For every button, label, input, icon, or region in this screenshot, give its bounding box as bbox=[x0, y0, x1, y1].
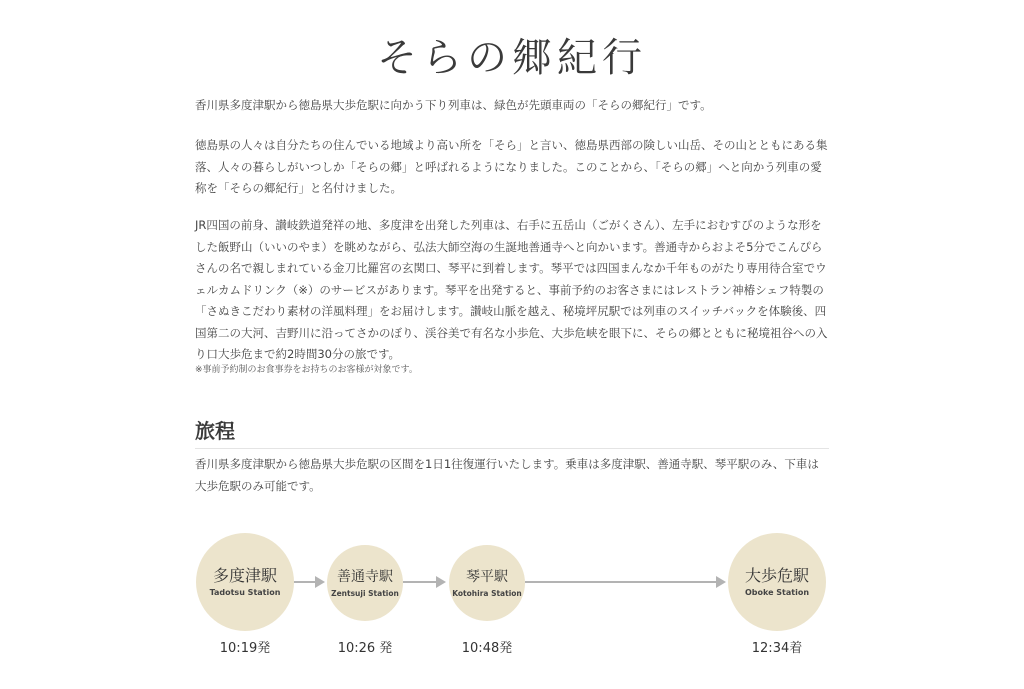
departure-time-zentsuji: 10:26 発 bbox=[337, 641, 393, 656]
route-arrow bbox=[403, 581, 444, 583]
page-title: そらの郷紀行 bbox=[377, 35, 647, 81]
departure-time-kotohira: 10:48発 bbox=[461, 641, 513, 656]
station-name-en: Tadotsu Station bbox=[209, 588, 281, 597]
station-name-en: Zentsuji Station bbox=[331, 589, 399, 598]
route-arrow bbox=[294, 581, 323, 583]
footnote: ※事前予約制のお食事券をお持ちのお客様が対象です。 bbox=[195, 365, 418, 375]
itinerary-paragraph: 香川県多度津駅から徳島県大歩危駅の区間を1日1往復運行いたします。乗車は多度津駅、善通寺駅、琴平駅のみ、下車は大歩危駅のみ可能です。 bbox=[195, 457, 819, 493]
arrival-time-oboke: 12:34着 bbox=[751, 641, 803, 656]
station-name-jp: 多度津駅 bbox=[212, 566, 277, 585]
departure-time-tadotsu: 10:19発 bbox=[219, 641, 271, 656]
station-name-en: Oboke Station bbox=[744, 588, 810, 597]
station-oboke bbox=[728, 533, 826, 631]
station-name-jp: 善通寺駅 bbox=[337, 569, 393, 585]
name-origin-paragraph: 徳島県の人々は自分たちの住んでいる地域より高い所を「そら」と言い、徳島県西部の険しい山岳、その山とともにある集落、人々の暮らしがいつしか「そらの郷」と呼ばれるようになりました。このことから、「そらの郷」へと向かう列車の愛称を「そらの郷紀行」と名付けました。 bbox=[195, 138, 828, 195]
station-tadotsu bbox=[196, 533, 294, 631]
station-name-jp: 琴平駅 bbox=[466, 569, 508, 585]
itinerary-heading: 旅程 bbox=[195, 418, 829, 449]
station-kotohira bbox=[449, 545, 525, 621]
station-name-en: Kotohira Station bbox=[452, 589, 522, 598]
station-name-jp: 大歩危駅 bbox=[744, 566, 809, 585]
intro-paragraph: 香川県多度津駅から徳島県大歩危駅に向かう下り列車は、緑色が先頭車両の「そらの郷紀行」です。 bbox=[195, 98, 712, 112]
route-description-paragraph: JR四国の前身、讃岐鉄道発祥の地、多度津を出発した列車は、右手に五岳山（ごがくさん）、左手におむすびのような形をした飯野山（いいのやま）を眺めながら、弘法大師空海の生誕地善通寺へと向かいます。善通寺からおよそ5分でこんぴらさんの名で親しまれている金刀比羅宮の玄関口、琴平に到着します。琴平では四国まんなか千年ものがたり専用待合室でウェルカムドリンク（※）のサービスがあります。琴平を出発すると、事前予約のお客さまにはレストラン神椿シェフ特製の「さぬきこだわり素材の洋風料理」をお届けします。讃岐山脈を越え、秘境坪尻駅では列車のスイッチバックを体験後、四国第二の大河、吉野川に沿ってさかのぼり、渓谷美で有名な小歩危、大歩危峡を眼下に、そらの郷とともに秘境祖谷への入り口大歩危まで約2時間30分の旅です。 bbox=[195, 218, 828, 361]
station-zentsuji bbox=[327, 545, 403, 621]
route-arrow bbox=[525, 581, 724, 583]
